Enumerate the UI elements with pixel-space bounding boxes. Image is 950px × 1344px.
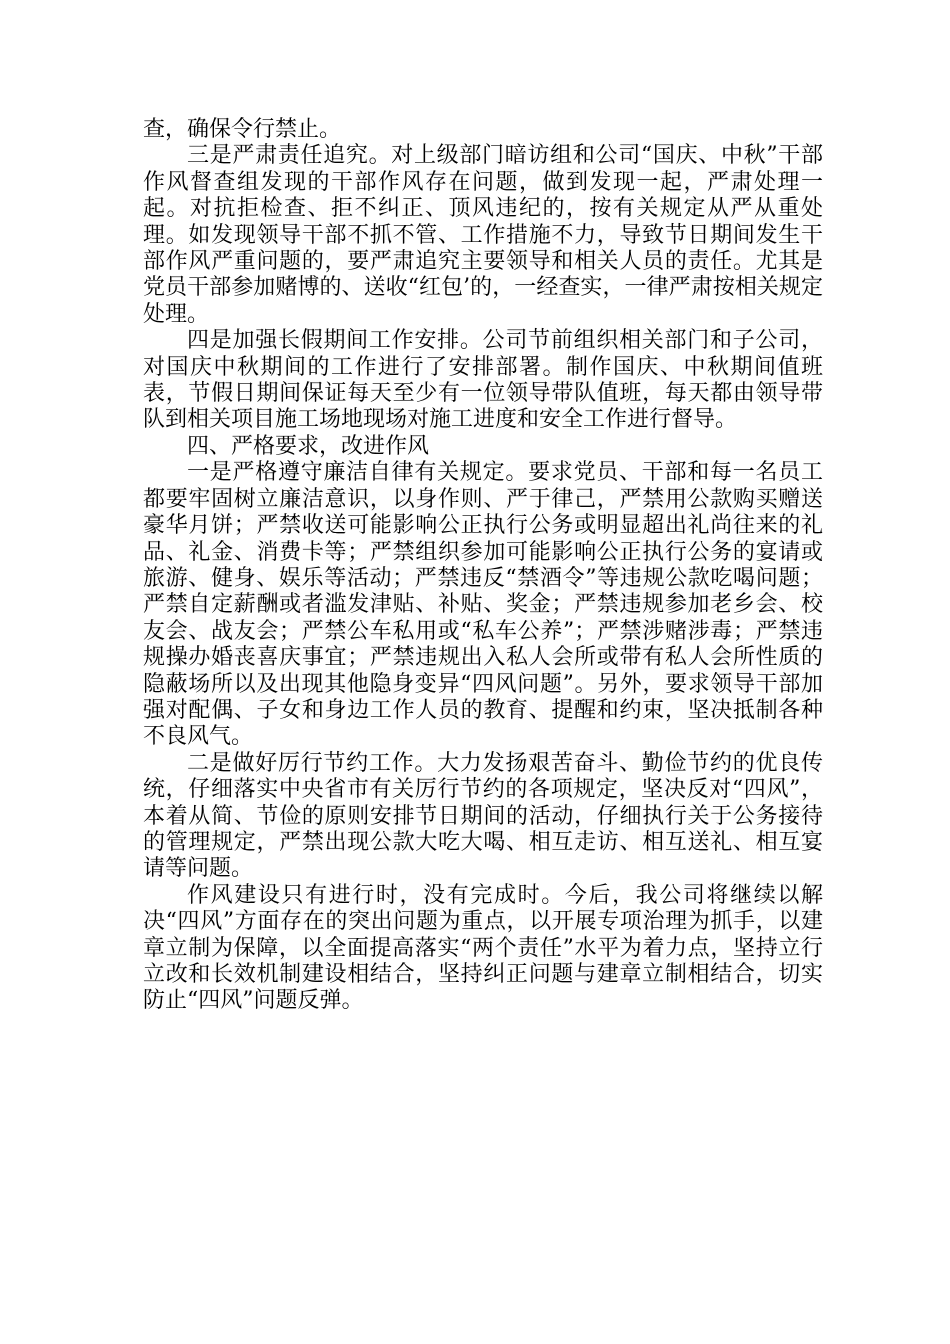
paragraph-continuation: 查，确保令行禁止。 <box>143 117 342 142</box>
paragraph-conclusion: 作风建设只有进行时，没有完成时。今后，我公司将继续以解决“四风”方面存在的突出问题为重点，以开展专项治理为抓手，以建章立制为保障，以全面提高落实“两个责任”水平为着力点，坚持立行立改和长效机制建设相结合，坚持纠正问题与建章立制相结合，切实防止“四风”问题反弹。 <box>143 882 823 1014</box>
paragraph-integrity-rules: 一是严格遵守廉洁自律有关规定。要求党员、干部和每一名员工都要牢固树立廉洁意识，以身作则、严于律己，严禁用公款购买赠送豪华月饼；严禁收送可能影响公正执行公务或明显超出礼尚往来的礼品、礼金、消费卡等；严禁组织参加可能影响公正执行公务的宴请或旅游、健身、娱乐等活动；严禁违反“禁酒令”等违规公款吃喝问题；严禁自定薪酬或者滥发津贴、补贴、奖金；严禁违规参加老乡会、校友会、战友会；严禁公车私用或“私车公养”；严禁涉赌涉毒；严禁违规操办婚丧喜庆事宜；严禁违规出入私人会所或带有私人会所性质的隐蔽场所以及出现其他隐身变异“四风问题”。另外，要求领导干部加强对配偶、子女和身边工作人员的教育、提醒和约束，坚决抵制各种不良风气。 <box>143 460 823 750</box>
paragraph-accountability: 三是严肃责任追究。对上级部门暗访组和公司“国庆、中秋”干部作风督查组发现的干部作风存在问题，做到发现一起，严肃处理一起。对抗拒检查、拒不纠正、顶风违纪的，按有关规定从严从重处理。如发现领导干部不抓不管、工作措施不力，导致节日期间发生干部作风严重问题的，要严肃追究主要领导和相关人员的责任。尤其是党员干部参加赌博的、送收“红包’的，一经查实，一律严肃按相关规定处理。 <box>143 143 823 327</box>
paragraph-frugality: 二是做好厉行节约工作。大力发扬艰苦奋斗、勤俭节约的优良传统，仔细落实中央省市有关厉行节约的各项规定，坚决反对“四风”，本着从简、节俭的原则安排节日期间的活动，仔细执行关于公务接待的管理规定，严禁出现公款大吃大喝、相互走访、相互送礼、相互宴请等问题。 <box>143 750 823 882</box>
section-heading-strict-requirements: 四、严格要求，改进作风 <box>187 433 430 459</box>
document-body <box>143 117 823 1015</box>
paragraph-holiday-arrangement: 四是加强长假期间工作安排。公司节前组织相关部门和子公司，对国庆中秋期间的工作进行了安排部署。制作国庆、中秋期间值班表，节假日期间保证每天至少有一位领导带队值班，每天都由领导带队到相关项目施工场地现场对施工进度和安全工作进行督导。 <box>143 328 823 433</box>
